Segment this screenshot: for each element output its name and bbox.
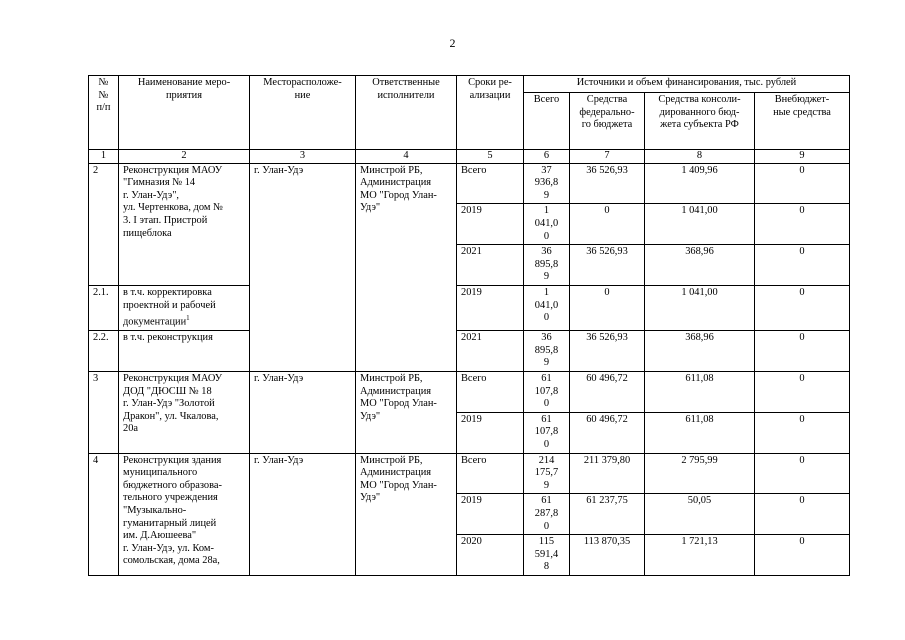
row-consolidated: 611,08 — [645, 371, 755, 412]
row-term: 2021 — [457, 331, 524, 372]
row-extra: 0 — [755, 371, 850, 412]
row-name: Реконструкция МАОУ ДОД "ДЮСШ № 18 г. Улан-Удэ "Золотой Дракон", ул. Чкалова, 20а — [119, 371, 250, 453]
row-num: 2.2. — [89, 331, 119, 372]
row-total: 61 107,8 0 — [524, 412, 570, 453]
column-number: 6 — [524, 150, 570, 164]
row-name: в т.ч. реконструкция — [119, 331, 250, 372]
table-row — [89, 331, 850, 372]
row-consolidated: 2 795,99 — [645, 453, 755, 494]
column-number: 5 — [457, 150, 524, 164]
row-federal: 113 870,35 — [570, 535, 645, 576]
header-responsible: Ответственные исполнители — [356, 76, 457, 150]
row-name-text: в т.ч. корректировка проектной и рабочей документации — [123, 286, 216, 328]
row-location: г. Улан-Удэ — [250, 371, 356, 453]
row-federal: 36 526,93 — [570, 163, 645, 204]
row-extra: 0 — [755, 204, 850, 245]
row-consolidated: 1 041,00 — [645, 285, 755, 330]
column-number: 3 — [250, 150, 356, 164]
row-responsible: Минстрой РБ, Администрация МО "Город Улан- Удэ" — [356, 163, 457, 371]
header-federal: Средства федерально- го бюджета — [570, 93, 645, 150]
row-term: 2019 — [457, 285, 524, 330]
row-extra: 0 — [755, 331, 850, 372]
row-consolidated: 611,08 — [645, 412, 755, 453]
row-total: 36 895,8 9 — [524, 245, 570, 286]
row-consolidated: 50,05 — [645, 494, 755, 535]
row-consolidated: 368,96 — [645, 245, 755, 286]
row-extra: 0 — [755, 412, 850, 453]
row-term: Всего — [457, 371, 524, 412]
column-number: 4 — [356, 150, 457, 164]
row-term: Всего — [457, 163, 524, 204]
row-consolidated: 1 041,00 — [645, 204, 755, 245]
row-term: 2019 — [457, 204, 524, 245]
row-num: 2 — [89, 163, 119, 285]
row-name — [119, 285, 250, 330]
column-number: 7 — [570, 150, 645, 164]
row-term: 2019 — [457, 412, 524, 453]
header-num: № № п/п — [89, 76, 119, 150]
row-term: 2019 — [457, 494, 524, 535]
row-term: 2021 — [457, 245, 524, 286]
row-total: 1 041,0 0 — [524, 204, 570, 245]
row-total: 115 591,4 8 — [524, 535, 570, 576]
header-total: Всего — [524, 93, 570, 150]
row-consolidated: 1 721,13 — [645, 535, 755, 576]
funding-table — [88, 75, 850, 576]
row-federal: 36 526,93 — [570, 245, 645, 286]
row-federal: 36 526,93 — [570, 331, 645, 372]
column-number: 9 — [755, 150, 850, 164]
row-num: 4 — [89, 453, 119, 575]
row-extra: 0 — [755, 453, 850, 494]
header-location: Месторасположе- ние — [250, 76, 356, 150]
row-extra: 0 — [755, 163, 850, 204]
row-num: 3 — [89, 371, 119, 453]
row-total: 61 107,8 0 — [524, 371, 570, 412]
row-total: 61 287,8 0 — [524, 494, 570, 535]
column-number: 8 — [645, 150, 755, 164]
table-row — [89, 285, 850, 330]
header-terms: Сроки ре- ализации — [457, 76, 524, 150]
table-row — [89, 371, 850, 412]
row-responsible: Минстрой РБ, Администрация МО "Город Улан- Удэ" — [356, 453, 457, 575]
row-term: Всего — [457, 453, 524, 494]
row-federal: 0 — [570, 204, 645, 245]
row-location: г. Улан-Удэ — [250, 163, 356, 371]
header-funding: Источники и объем финансирования, тыс. рублей — [524, 76, 850, 93]
footnote-mark: 1 — [186, 314, 190, 323]
column-numbers-row — [89, 150, 850, 164]
header-row-1 — [89, 76, 850, 93]
table-row — [89, 163, 850, 204]
row-federal: 60 496,72 — [570, 371, 645, 412]
row-term: 2020 — [457, 535, 524, 576]
row-total: 36 895,8 9 — [524, 331, 570, 372]
header-consolidated: Средства консоли- дированного бюд- жета субъекта РФ — [645, 93, 755, 150]
row-federal: 61 237,75 — [570, 494, 645, 535]
row-federal: 60 496,72 — [570, 412, 645, 453]
table-row — [89, 453, 850, 494]
header-name: Наименование меро- приятия — [119, 76, 250, 150]
row-total: 1 041,0 0 — [524, 285, 570, 330]
row-name: Реконструкция здания муниципального бюджетного образова- тельного учреждения "Музыкально- гуманитарный лицей им. Д.Аюшеева" г. Улан-Удэ, ул. Ком- сомольская, дома 28а, — [119, 453, 250, 575]
row-consolidated: 368,96 — [645, 331, 755, 372]
row-responsible: Минстрой РБ, Администрация МО "Город Улан- Удэ" — [356, 371, 457, 453]
header-extra: Внебюджет- ные средства — [755, 93, 850, 150]
row-num: 2.1. — [89, 285, 119, 330]
row-name: Реконструкция МАОУ "Гимназия № 14 г. Улан-Удэ", ул. Чертенкова, дом № 3. I этап. Пристрой пищеблока — [119, 163, 250, 285]
row-extra: 0 — [755, 285, 850, 330]
row-total: 37 936,8 9 — [524, 163, 570, 204]
row-extra: 0 — [755, 535, 850, 576]
row-extra: 0 — [755, 494, 850, 535]
row-total: 214 175,7 9 — [524, 453, 570, 494]
page-number: 2 — [449, 36, 456, 50]
row-location: г. Улан-Удэ — [250, 453, 356, 575]
row-consolidated: 1 409,96 — [645, 163, 755, 204]
row-federal: 0 — [570, 285, 645, 330]
column-number: 2 — [119, 150, 250, 164]
row-extra: 0 — [755, 245, 850, 286]
row-federal: 211 379,80 — [570, 453, 645, 494]
column-number: 1 — [89, 150, 119, 164]
